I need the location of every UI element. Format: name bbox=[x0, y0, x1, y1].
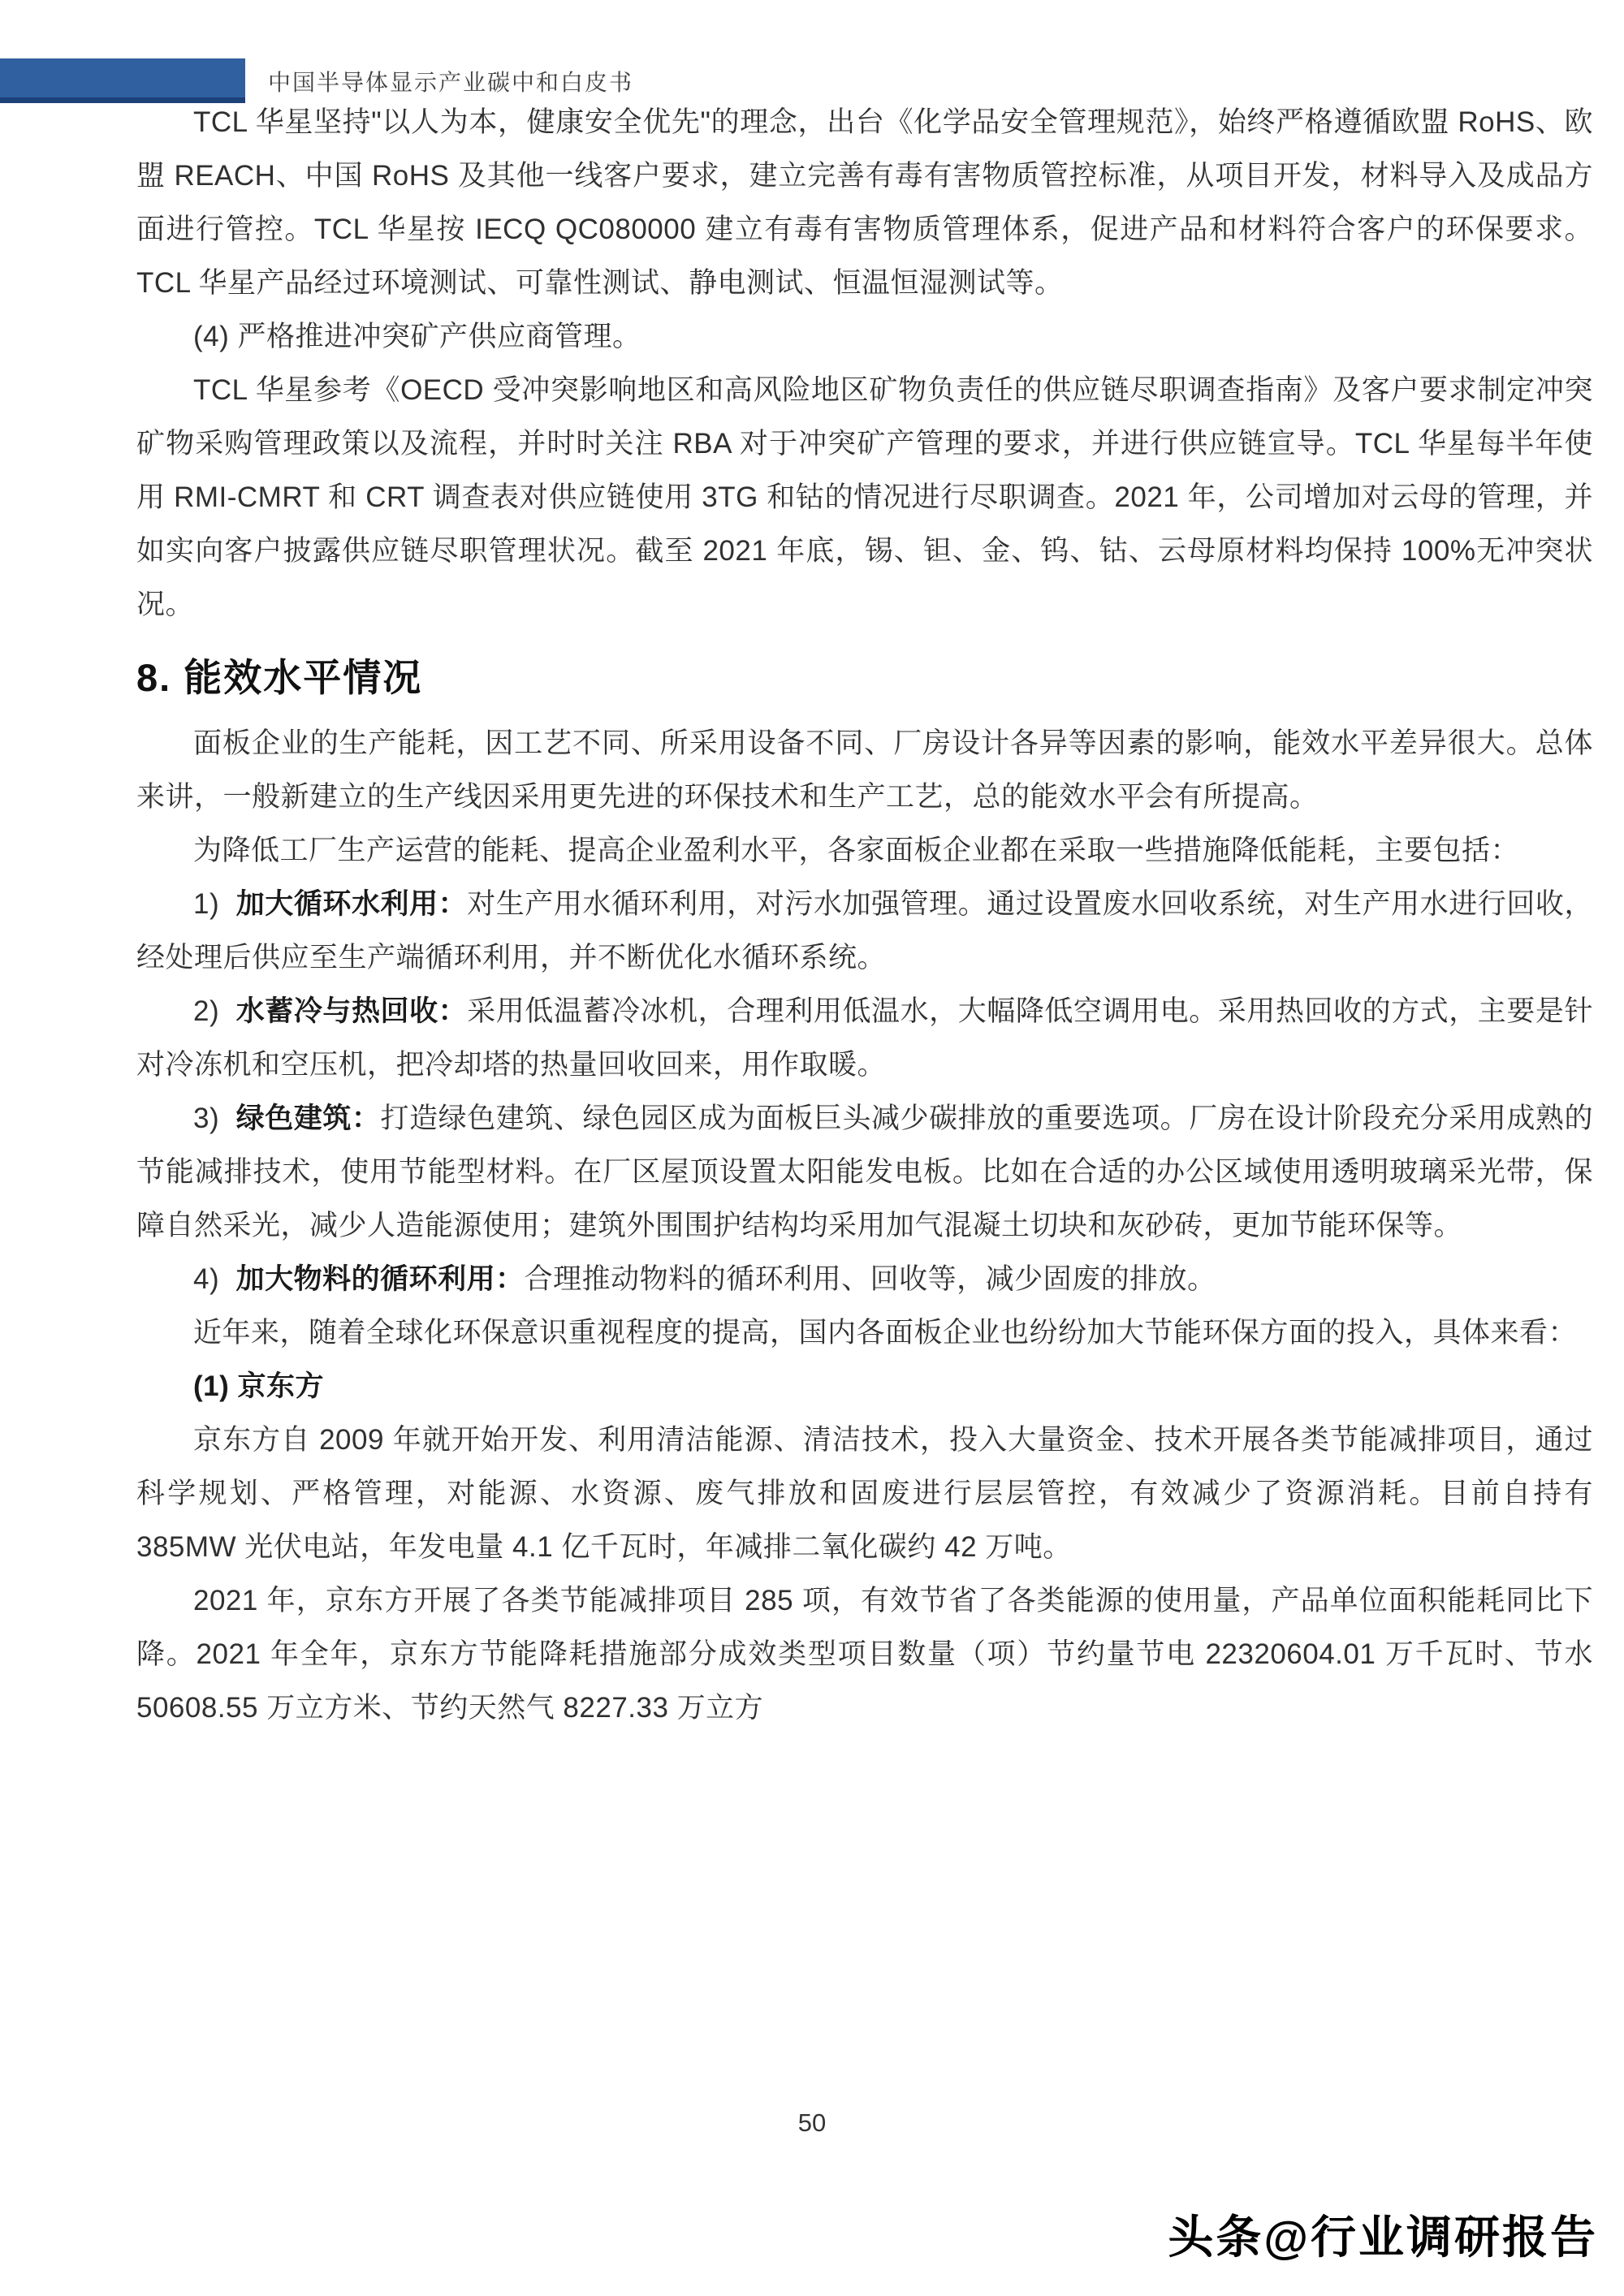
paragraph: 近年来，随着全球化环保意识重视程度的提高，国内各面板企业也纷纷加大节能环保方面的投入，具体来看： bbox=[193, 1316, 1578, 1349]
paragraph: 面板企业的生产能耗，因工艺不同、所采用设备不同、厂房设计各异等因素的影响，能效水平差异很大。总体来讲，一般新建立的生产线因采用更先进的环保技术和生产工艺，总的能效水平会有所提高。 bbox=[136, 727, 1593, 813]
header-title: 中国半导体显示产业碳中和白皮书 bbox=[268, 70, 634, 95]
document-body bbox=[136, 96, 1593, 1735]
paragraph: TCL 华星坚持"以人为本，健康安全优先"的理念，出台《化学品安全管理规范》，始终严格遵循欧盟 RoHS、欧盟 REACH、中国 RoHS 及其他一线客户要求，建立完善有毒有害物质管控标准，从项目开发，材料导入及成品方面进行管控。TCL 华星按 IECQ QC080000 建立有毒有害物质管理体系，促进产品和材料符合客户的环保要求。TCL 华星产品经过环境测试、可靠性测试、静电测试、恒温恒湿测试等。 bbox=[136, 106, 1594, 299]
subsection-heading bbox=[136, 1360, 1593, 1413]
paragraph: 京东方自 2009 年就开始开发、利用清洁能源、清洁技术，投入大量资金、技术开展各类节能减排项目，通过科学规划、严格管理，对能源、水资源、废气排放和固废进行层层管控，有效减少了资源消耗。目前自持有 385MW 光伏电站，年发电量 4.1 亿千瓦时，年减排二氧化碳约 42 万吨。 bbox=[136, 1423, 1593, 1563]
header-accent-bar bbox=[0, 58, 245, 103]
bold-label: (1) 京东方 bbox=[193, 1370, 325, 1402]
paragraph: 2021 年，京东方开展了各类节能减排项目 285 项，有效节省了各类能源的使用量，产品单位面积能耗同比下降。2021 年全年，京东方节能降耗措施部分成效类型项目数量（项）节约量节电 22320604.01 万千瓦时、节水 50608.55 万立方米、节约天然气 8227.33 万立方 bbox=[136, 1584, 1593, 1724]
paragraph: (4) 严格推进冲突矿产供应商管理。 bbox=[193, 321, 641, 352]
watermark: 头条@行业调研报告 bbox=[1168, 2212, 1598, 2263]
paragraph: TCL 华星参考《OECD 受冲突影响地区和高风险地区矿物负责任的供应链尽职调查指南》及客户要求制定冲突矿物采购管理政策以及流程，并时时关注 RBA 对于冲突矿产管理的要求，并进行供应链宣导。TCL 华星每半年使用 RMI-CMRT 和 CRT 调查表对供应链使用 3TG 和钴的情况进行尽职调查。2021 年，公司增加对云母的管理，并如实向客户披露供应链尽职管理状况。截至 2021 年底，锡、钽、金、钨、钴、云母原材料均保持 100%无冲突状况。 bbox=[136, 374, 1593, 620]
list-item: 4) 加大物料的循环利用：合理推动物料的循环利用、回收等，减少固废的排放。 bbox=[193, 1262, 1216, 1295]
bold-label: 水蓄冷与热回收： bbox=[235, 995, 468, 1027]
bold-label: 加大物料的循环利用： bbox=[235, 1262, 525, 1295]
paragraph: 为降低工厂生产运营的能耗、提高企业盈利水平，各家面板企业都在采取一些措施降低能耗，主要包括： bbox=[193, 834, 1520, 866]
list-item: 2) 水蓄冷与热回收：采用低温蓄冷冰机，合理利用低温水，大幅降低空调用电。采用热回收的方式，主要是针对冷冻机和空压机，把冷却塔的热量回收回来，用作取暖。 bbox=[136, 995, 1593, 1081]
list-item: 1) 加大循环水利用：对生产用水循环利用，对污水加强管理。通过设置废水回收系统，对生产用水进行回收，经处理后供应至生产端循环利用，并不断优化水循环系统。 bbox=[136, 887, 1593, 973]
page-number: 50 bbox=[797, 2108, 827, 2137]
list-item: 3) 绿色建筑：打造绿色建筑、绿色园区成为面板巨头减少碳排放的重要选项。厂房在设计阶段充分采用成熟的节能减排技术，使用节能型材料。在厂区屋顶设置太阳能发电板。比如在合适的办公区域使用透明玻璃采光带，保障自然采光，减少人造能源使用；建筑外围围护结构均采用加气混凝土切块和灰砂砖，更加节能环保等。 bbox=[136, 1102, 1593, 1241]
bold-label: 绿色建筑： bbox=[235, 1102, 381, 1134]
section-heading: 8. 能效水平情况 bbox=[136, 656, 423, 699]
bold-label: 加大循环水利用： bbox=[235, 887, 468, 920]
